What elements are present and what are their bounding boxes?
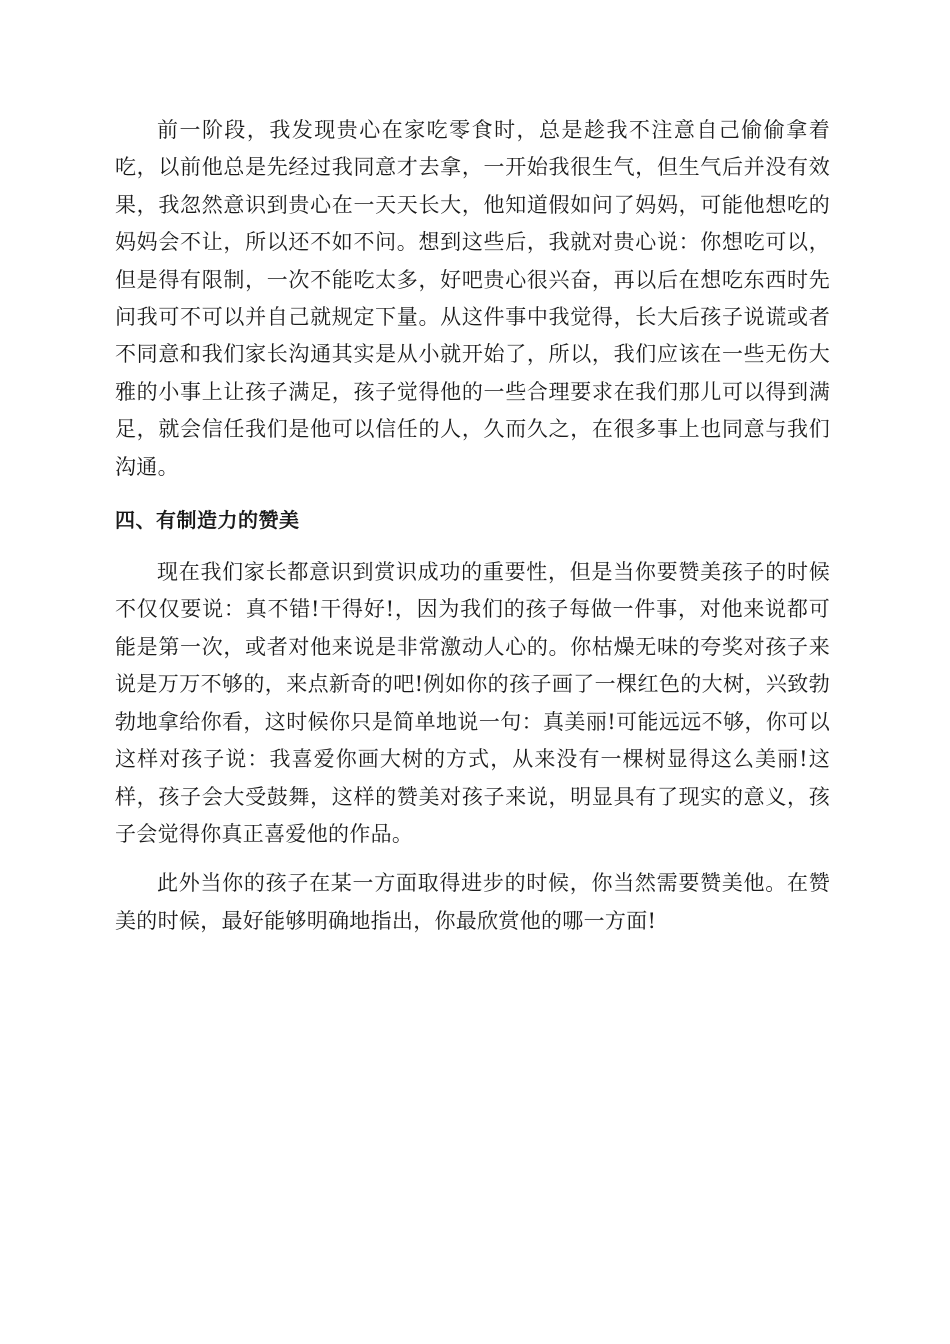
body-paragraph-3: 此外当你的孩子在某一方面取得进步的时候，你当然需要赞美他。在赞美的时候，最好能够明确地指出，你最欣赏他的哪一方面! bbox=[115, 871, 830, 933]
section-heading: 四、有制造力的赞美 bbox=[115, 508, 300, 533]
body-paragraph-1: 前一阶段，我发现贵心在家吃零食时，总是趁我不注意自己偷偷拿着吃，以前他总是先经过我同意才去拿，一开始我很生气，但生气后并没有效果，我忽然意识到贵心在一天天长大，他知道假如问了妈妈，可能他想吃的妈妈会不让，所以还不如不问。想到这些后，我就对贵心说：你想吃可以，但是得有限制，一次不能吃太多，好吧贵心很兴奋，再以后在想吃东西时先问我可不可以并自己就规定下量。从这件事中我觉得，长大后孩子说谎或者不同意和我们家长沟通其实是从小就开始了，所以，我们应该在一些无伤大雅的小事上让孩子满足，孩子觉得他的一些合理要求在我们那儿可以得到满足，就会信任我们是他可以信任的人，久而久之，在很多事上也同意与我们沟通。 bbox=[115, 118, 830, 479]
document-page bbox=[115, 112, 830, 940]
body-paragraph-2: 现在我们家长都意识到赏识成功的重要性，但是当你要赞美孩子的时候不仅仅要说：真不错!干得好!，因为我们的孩子每做一件事，对他来说都可能是第一次，或者对他来说是非常激动人心的。你枯燥无味的夸奖对孩子来说是万万不够的，来点新奇的吧!例如你的孩子画了一棵红色的大树，兴致勃勃地拿给你看，这时候你只是简单地说一句：真美丽!可能远远不够，你可以这样对孩子说：我喜爱你画大树的方式，从来没有一棵树显得这么美丽!这样，孩子会大受鼓舞，这样的赞美对孩子来说，明显具有了现实的意义，孩子会觉得你真正喜爱他的作品。 bbox=[115, 560, 830, 846]
